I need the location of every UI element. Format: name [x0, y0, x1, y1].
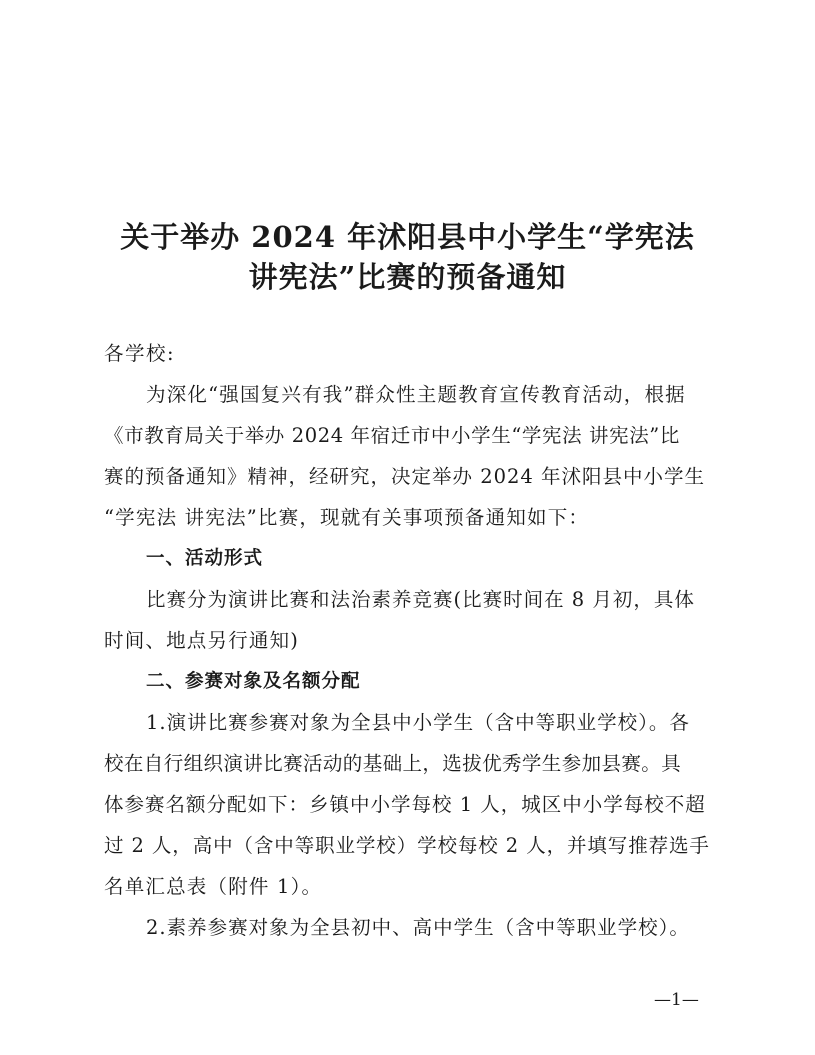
section-2-item-1-line-1: 1.演讲比赛参赛对象为全县中小学生（含中等职业学校）。各 — [146, 711, 690, 734]
section-2-item-1-line-2: 校在自行组织演讲比赛活动的基础上，选拔优秀学生参加县赛。具 — [104, 752, 682, 775]
intro-line-2: 《市教育局关于举办 2024 年宿迁市中小学生“学宪法 讲宪法”比 — [104, 424, 680, 447]
section-2-item-1-line-3: 体参赛名额分配如下：乡镇中小学每校 1 人，城区中小学每校不超 — [104, 793, 706, 816]
document-title-line-2: 讲宪法”比赛的预备通知 — [248, 260, 567, 294]
section-2-item-2-line-1: 2.素养参赛对象为全县初中、高中学生（含中等职业学校）。 — [146, 916, 690, 939]
section-1-line-1: 比赛分为演讲比赛和法治素养竞赛(比赛时间在 8 月初，具体 — [146, 588, 695, 611]
intro-line-3: 赛的预备通知》精神，经研究，决定举办 2024 年沭阳县中小学生 — [104, 465, 706, 488]
section-1-heading: 一、活动形式 — [146, 548, 264, 569]
document-title-line-1: 关于举办 2024 年沭阳县中小学生“学宪法 — [120, 220, 695, 254]
page-number: —1— — [654, 990, 699, 1010]
intro-line-4: “学宪法 讲宪法”比赛，现就有关事项预备通知如下： — [104, 506, 590, 529]
section-2-heading: 二、参赛对象及名额分配 — [146, 671, 361, 692]
section-2-item-1-line-5: 名单汇总表（附件 1）。 — [104, 875, 323, 898]
section-2-item-1-line-4: 过 2 人，高中（含中等职业学校）学校每校 2 人，并填写推荐选手 — [104, 834, 710, 857]
salutation: 各学校: — [104, 342, 176, 365]
section-1-line-2: 时间、地点另行通知) — [104, 629, 300, 652]
intro-line-1: 为深化“强国复兴有我”群众性主题教育宣传教育活动，根据 — [146, 383, 686, 406]
